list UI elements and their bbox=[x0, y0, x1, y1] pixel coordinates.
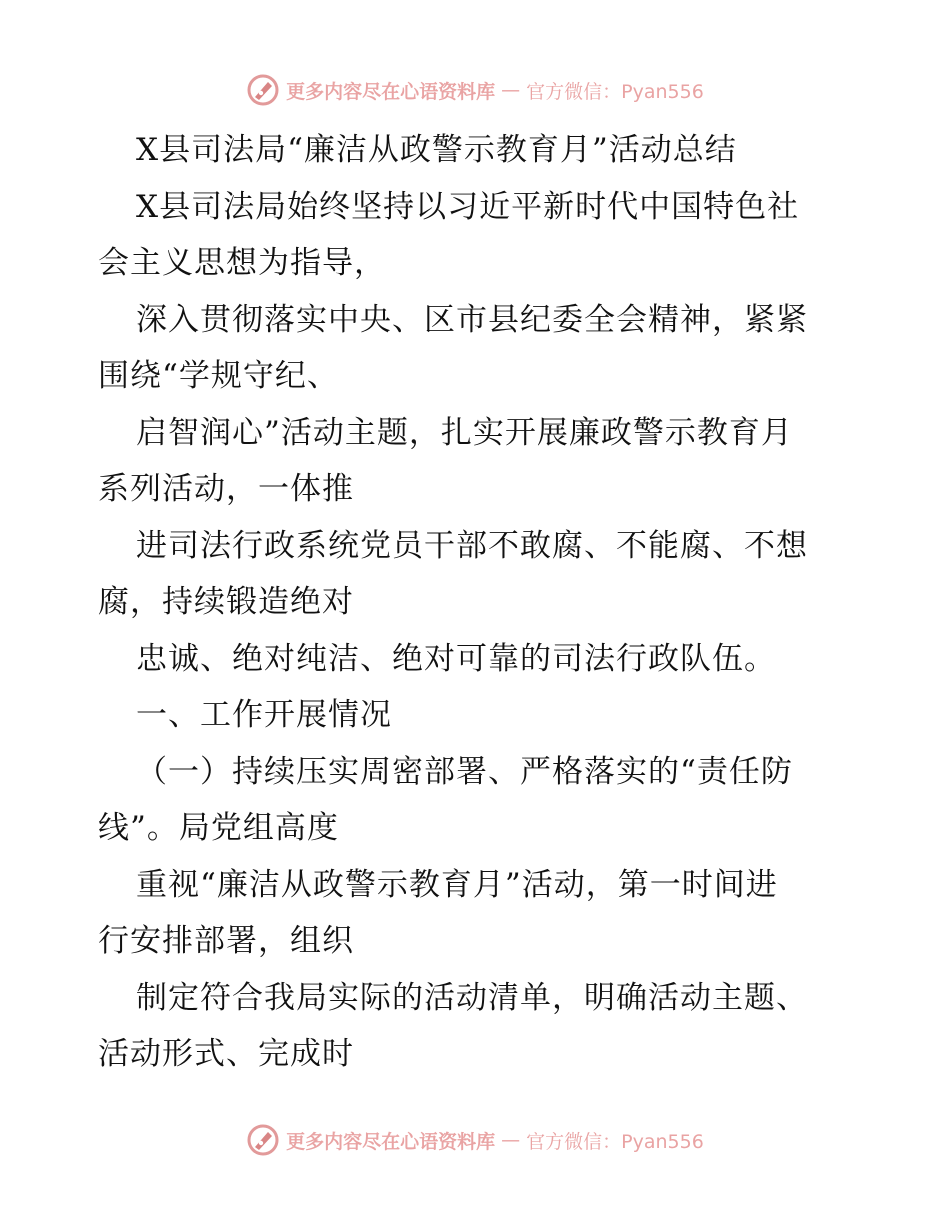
paragraph-line: 重视“廉洁从政警示教育月”活动，第一时间进 bbox=[136, 866, 778, 903]
paragraph-line: 忠诚、绝对纯洁、绝对可靠的司法行政队伍。 bbox=[136, 640, 776, 677]
paragraph-line: 进司法行政系统党员干部不敢腐、不能腐、不想 bbox=[136, 527, 808, 564]
watermark-sub-text: 官方微信：Pyan556 bbox=[526, 1130, 704, 1153]
paragraph-line: 腐，持续锻造绝对 bbox=[98, 584, 354, 620]
watermark-sub-text: 官方微信：Pyan556 bbox=[526, 80, 704, 103]
paragraph-line: 深入贯彻落实中央、区市县纪委全会精神，紧紧 bbox=[136, 301, 808, 338]
paragraph-line: 会主义思想为指导， bbox=[98, 245, 386, 281]
paragraph-line: X县司法局始终坚持以习近平新时代中国特色社 bbox=[136, 188, 800, 225]
document-body bbox=[98, 122, 858, 1083]
paragraph-line: 一、工作开展情况 bbox=[136, 697, 392, 733]
watermark-dash: — bbox=[501, 1129, 521, 1151]
pen-nib-circle-icon bbox=[246, 73, 280, 107]
footer-watermark bbox=[0, 1120, 950, 1160]
paragraph-line: 系列活动，一体推 bbox=[98, 471, 354, 507]
paragraph-line: 启智润心”活动主题，扎实开展廉政警示教育月 bbox=[136, 414, 793, 451]
paragraph-line: （一）持续压实周密部署、严格落实的“责任防 bbox=[136, 753, 793, 790]
paragraph-line: 线”。局党组高度 bbox=[98, 810, 339, 846]
paragraph-line: 制定符合我局实际的活动清单，明确活动主题、 bbox=[136, 979, 808, 1016]
document-title: X县司法局“廉洁从政警示教育月”活动总结 bbox=[136, 132, 737, 168]
document-lines bbox=[98, 179, 858, 1083]
paragraph-line: 行安排部署，组织 bbox=[98, 923, 354, 959]
paragraph-line: 围绕“学规守纪、 bbox=[98, 358, 339, 394]
watermark-main-text: 更多内容尽在心语资料库 bbox=[286, 80, 496, 103]
pen-nib-circle-icon bbox=[246, 1123, 280, 1157]
watermark-main-text: 更多内容尽在心语资料库 bbox=[286, 1130, 496, 1153]
watermark-dash: — bbox=[501, 79, 521, 101]
paragraph-line: 活动形式、完成时 bbox=[98, 1036, 354, 1072]
header-watermark bbox=[0, 70, 950, 110]
